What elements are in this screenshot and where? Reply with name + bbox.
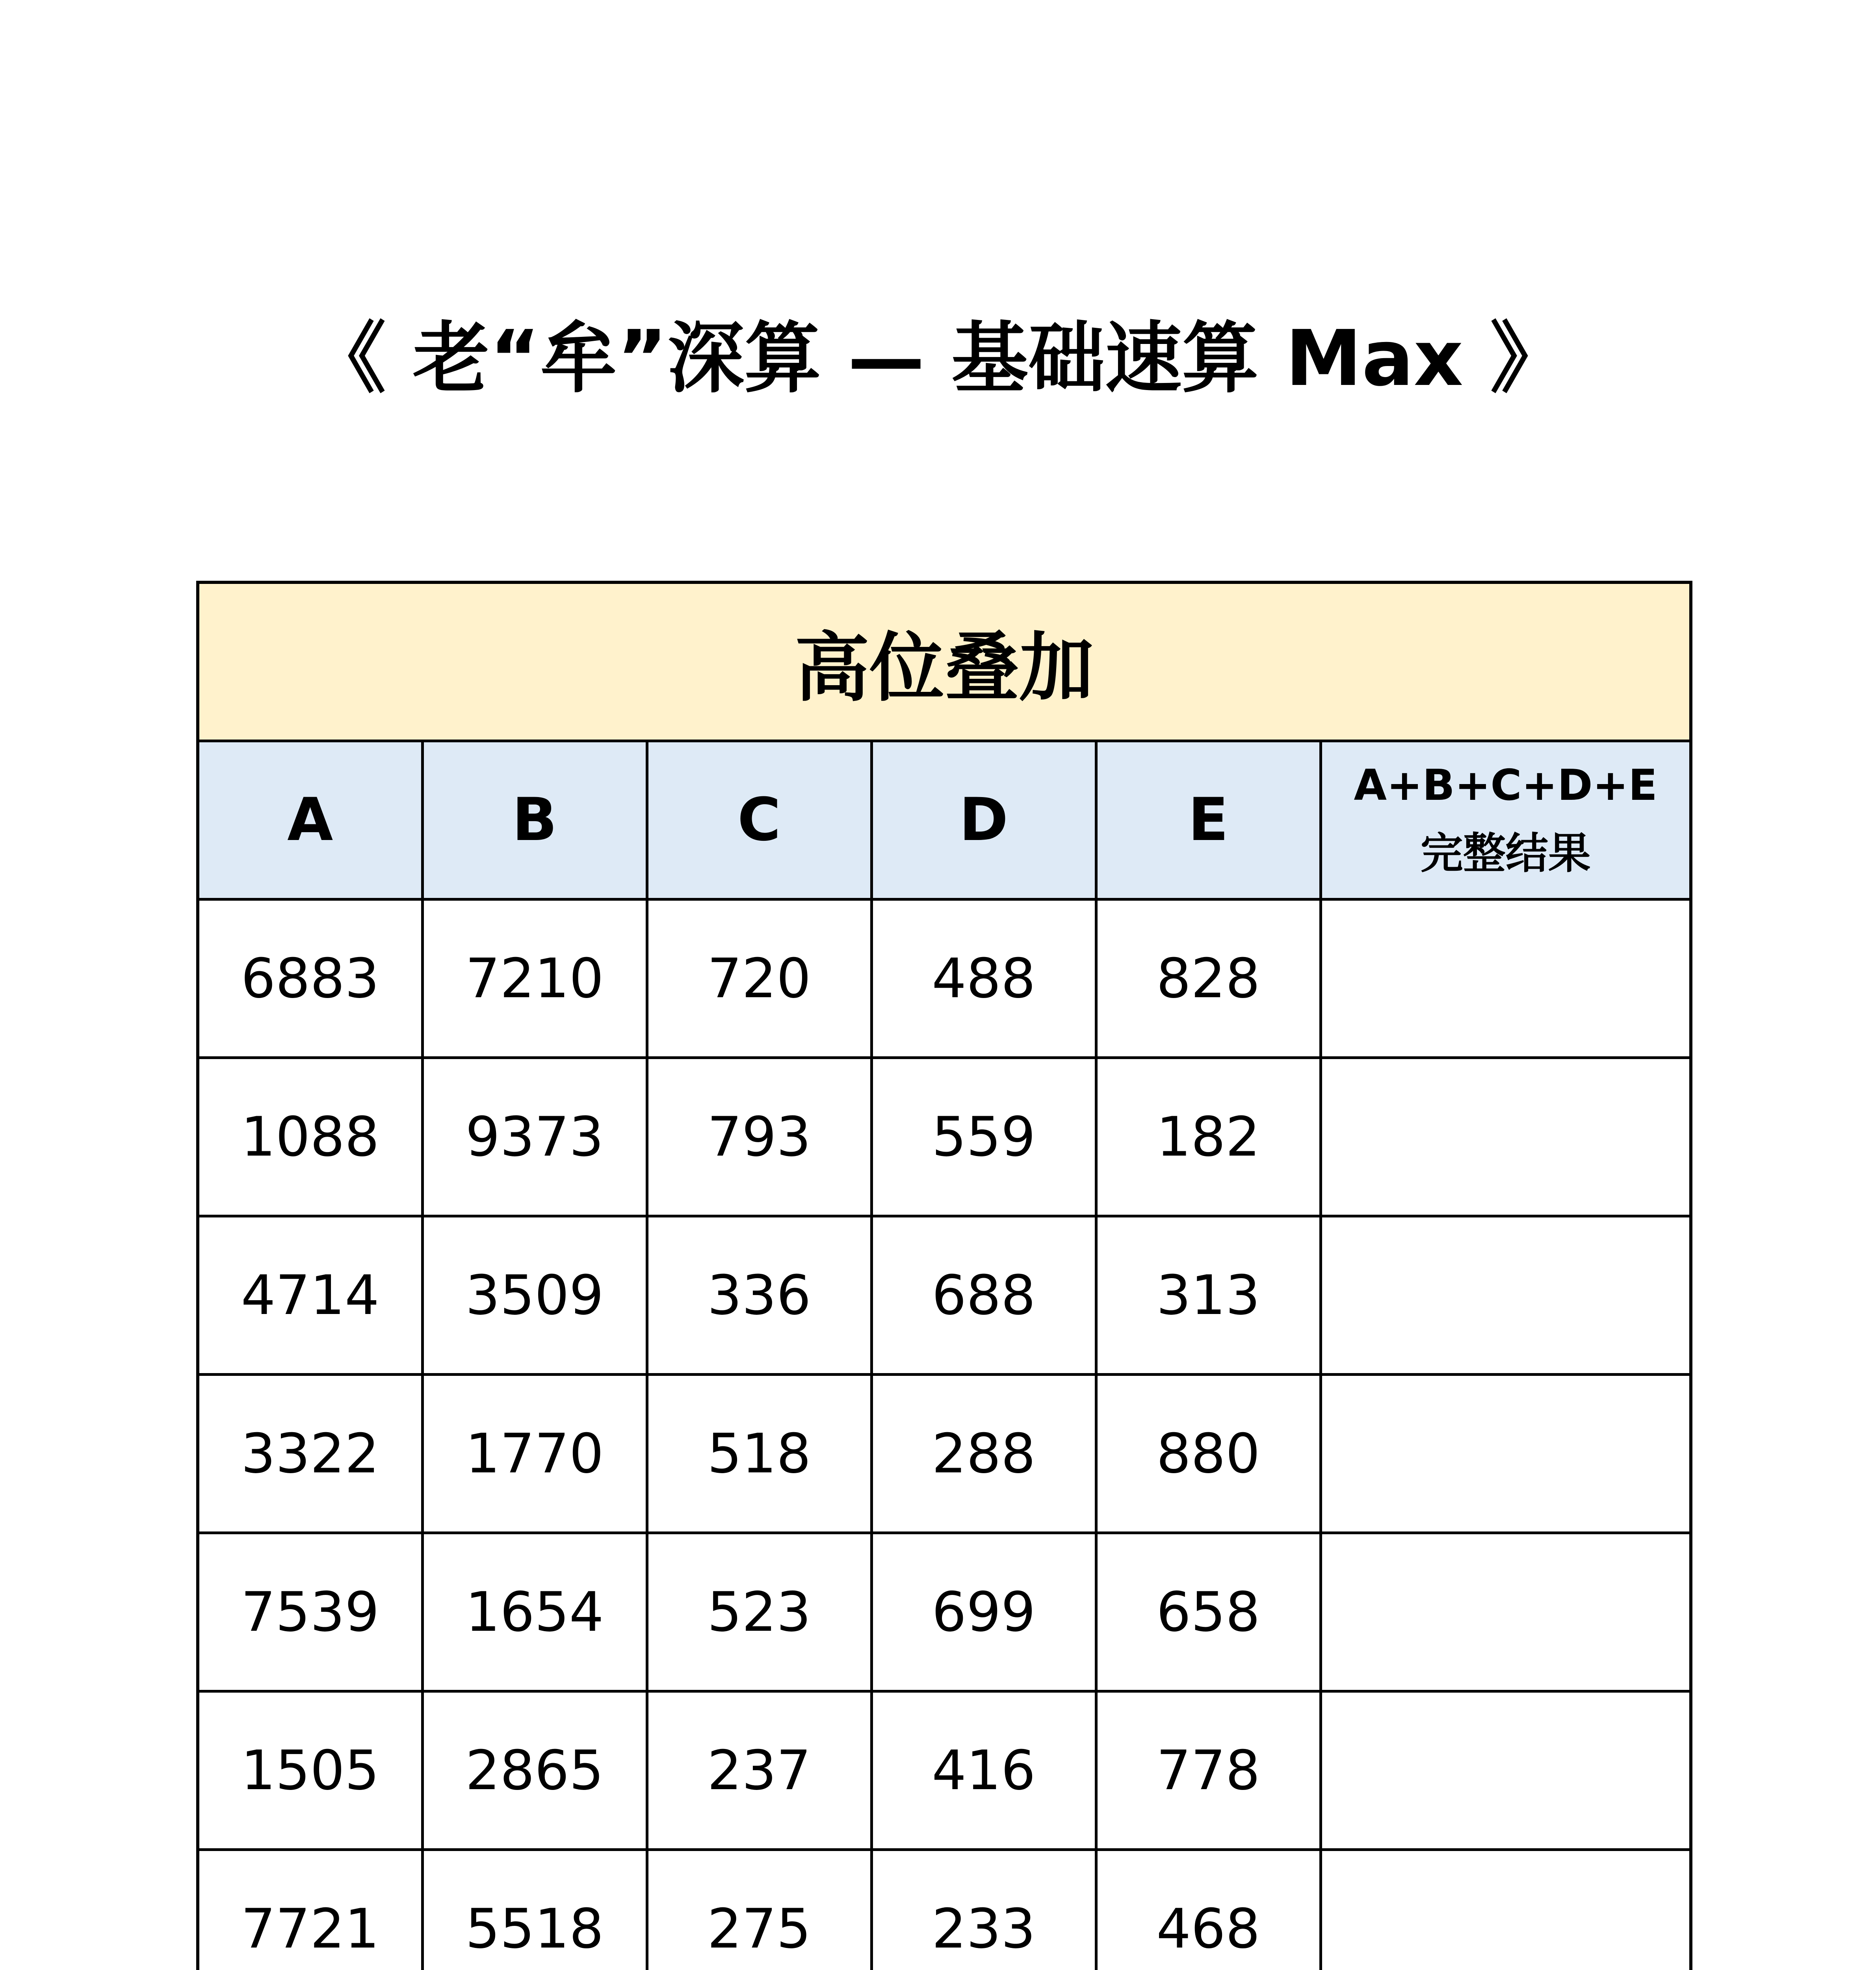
table-row (198, 1849, 1691, 1970)
cell-c: 720 (647, 899, 871, 1057)
section-title: 高位叠加 (198, 582, 1691, 741)
table-row (198, 1216, 1691, 1374)
cell-a: 3322 (198, 1374, 422, 1533)
result-formula: A+B+C+D+E (1354, 761, 1658, 810)
cell-e: 182 (1096, 1057, 1321, 1216)
cell-e: 313 (1096, 1216, 1321, 1374)
column-header-b: B (422, 741, 647, 899)
cell-d: 559 (871, 1057, 1096, 1216)
column-header-a: A (198, 741, 422, 899)
cell-c: 518 (647, 1374, 871, 1533)
cell-c: 793 (647, 1057, 871, 1216)
cell-c: 523 (647, 1533, 871, 1691)
page-title: 《 老“牟”深算 — 基础速算 Max 》 (309, 314, 1567, 403)
cell-b: 3509 (422, 1216, 647, 1374)
cell-a: 1505 (198, 1691, 422, 1849)
cell-d: 416 (871, 1691, 1096, 1849)
cell-e: 828 (1096, 899, 1321, 1057)
cell-e: 880 (1096, 1374, 1321, 1533)
cell-d: 288 (871, 1374, 1096, 1533)
cell-a: 4714 (198, 1216, 422, 1374)
column-header-result (1321, 741, 1691, 899)
cell-a: 1088 (198, 1057, 422, 1216)
section-header-row (198, 582, 1691, 741)
cell-b: 1654 (422, 1533, 647, 1691)
column-header-e: E (1096, 741, 1321, 899)
column-header-row (198, 741, 1691, 899)
cell-a: 7721 (198, 1849, 422, 1970)
cell-b: 1770 (422, 1374, 647, 1533)
cell-a: 6883 (198, 899, 422, 1057)
cell-c: 275 (647, 1849, 871, 1970)
table-row (198, 899, 1691, 1057)
answer-cell[interactable] (1321, 1849, 1691, 1970)
cell-d: 488 (871, 899, 1096, 1057)
cell-d: 233 (871, 1849, 1096, 1970)
cell-b: 5518 (422, 1849, 647, 1970)
answer-cell[interactable] (1321, 1533, 1691, 1691)
column-header-c: C (647, 741, 871, 899)
cell-c: 237 (647, 1691, 871, 1849)
cell-d: 688 (871, 1216, 1096, 1374)
cell-b: 2865 (422, 1691, 647, 1849)
cell-b: 9373 (422, 1057, 647, 1216)
answer-cell[interactable] (1321, 1374, 1691, 1533)
cell-c: 336 (647, 1216, 871, 1374)
cell-d: 699 (871, 1533, 1096, 1691)
exercise-table (196, 581, 1692, 1970)
answer-cell[interactable] (1321, 899, 1691, 1057)
table-row (198, 1057, 1691, 1216)
table-row (198, 1374, 1691, 1533)
cell-e: 468 (1096, 1849, 1321, 1970)
answer-cell[interactable] (1321, 1216, 1691, 1374)
answer-cell[interactable] (1321, 1057, 1691, 1216)
column-header-d: D (871, 741, 1096, 899)
cell-b: 7210 (422, 899, 647, 1057)
cell-e: 778 (1096, 1691, 1321, 1849)
result-label: 完整结果 (1420, 829, 1591, 878)
table-row (198, 1691, 1691, 1849)
cell-e: 658 (1096, 1533, 1321, 1691)
table-row (198, 1533, 1691, 1691)
cell-a: 7539 (198, 1533, 422, 1691)
answer-cell[interactable] (1321, 1691, 1691, 1849)
